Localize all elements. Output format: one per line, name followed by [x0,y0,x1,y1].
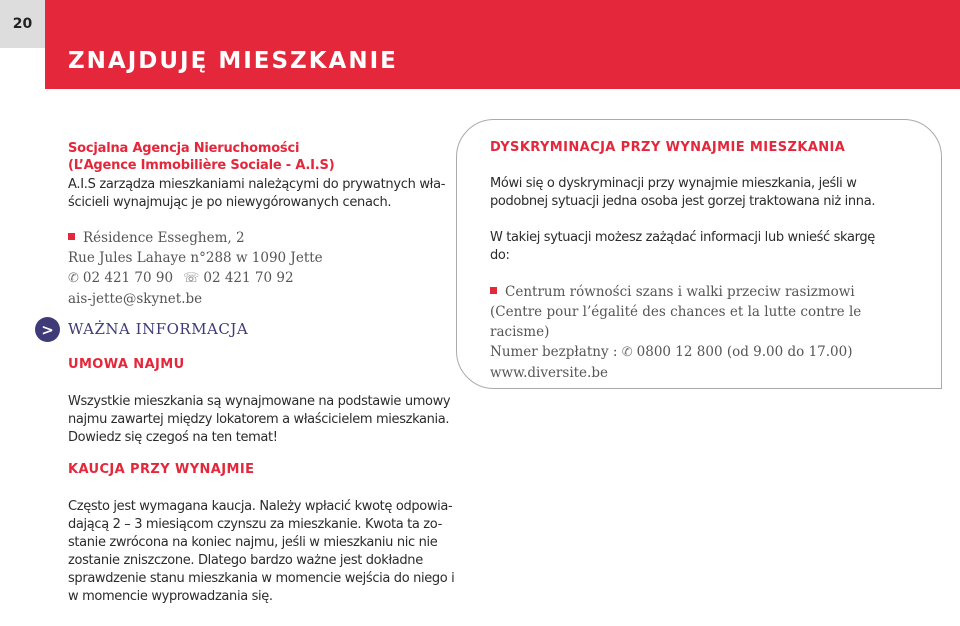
discrimination-line: do: [490,248,510,263]
agency-title-line1: Socjalna Agencja Nieruchomości [68,141,300,156]
discrimination-line: Mówi się o dyskryminacji przy wynajmie mieszkania, jeśli w [490,176,857,191]
discrimination-heading: DYSKRYMINACJA PRZY WYNAJMIE MIESZKANIA [490,140,846,155]
square-bullet-icon [68,233,75,240]
lease-heading: UMOWA NAJMU [68,357,185,372]
deposit-line: Często jest wymagana kaucja. Należy wpłacić kwotę odpowia- [68,499,453,514]
lease-text [68,393,473,447]
centre-name-pl: Centrum równości szans i walki przeciw rasizmowi [505,284,855,300]
discrimination-paragraph-1 [490,175,910,211]
phone-number: 02 421 70 90 [82,270,174,286]
phone-icon: ✆ [68,271,79,286]
equality-centre-contact [490,282,920,383]
deposit-line: zostanie zniszczone. Dlatego bardzo ważne jest dokładne [68,553,423,568]
deposit-line: dającą 2 – 3 miesiącom czynszu za mieszkanie. Kwota ta zo- [68,517,442,532]
centre-name-fr: (Centre pour l’égalité des chances et la lutte contre le racisme) [490,304,862,340]
agency-description [68,176,468,212]
lease-line: Dowiedz się czegoś na ten temat! [68,430,278,445]
lease-line: najmu zawartej między lokatorem a właścicielem mieszkania. [68,412,450,427]
contact-phones [68,268,448,289]
phone-icon: ✆ [621,345,633,360]
fax-icon: ☏ [183,271,200,286]
deposit-heading: KAUCJA PRZY WYNAJMIE [68,462,255,477]
agency-desc-line2: ścicieli wynajmując je po niewygórowanych cenach. [68,195,392,210]
header-banner [45,0,960,89]
free-number-row [490,342,920,363]
deposit-line: sprawdzenie stanu mieszkania w momencie wejścia do niego i [68,571,455,586]
website-link[interactable]: www.diversite.be [490,365,608,381]
address-name: Résidence Esseghem, 2 [83,230,245,246]
deposit-line: stanie zwrócona na koniec najmu, jeśli w mieszkaniu nic nie [68,535,438,550]
page-number: 20 [0,0,45,48]
email-link[interactable]: ais-jette@skynet.be [68,291,203,307]
agency-address [68,228,448,309]
address-street: Rue Jules Lahaye n°288 w 1090 Jette [68,250,323,266]
agency-title-line2: (L’Agence Immobilière Sociale - A.I.S) [68,158,335,173]
address-name-row [68,228,448,248]
discrimination-line: W takiej sytuacji możesz zażądać informacji lub wnieść skargę [490,230,875,245]
agency-desc-line1: A.I.S zarządza mieszkaniami należącymi do prywatnych wła- [68,177,446,192]
discrimination-line: podobnej sytuacji jedna osoba jest gorzej traktowana niż inna. [490,194,876,209]
deposit-text [68,498,473,606]
discrimination-paragraph-2 [490,229,910,265]
square-bullet-icon [490,287,497,294]
lease-line: Wszystkie mieszkania są wynajmowane na podstawie umowy [68,394,451,409]
free-number-label: Numer bezpłatny : [490,344,618,360]
centre-name-row [490,282,920,302]
free-number: 0800 12 800 (od 9.00 do 17.00) [636,344,853,360]
fax-number: 02 421 70 92 [203,270,294,286]
important-info-title: WAŻNA INFORMACJA [68,320,249,338]
chevron-right-icon: > [35,317,60,342]
agency-title [68,140,468,174]
deposit-line: w momencie wyprowadzania się. [68,589,273,604]
page-title: ZNAJDUJĘ MIESZKANIE [68,48,398,74]
